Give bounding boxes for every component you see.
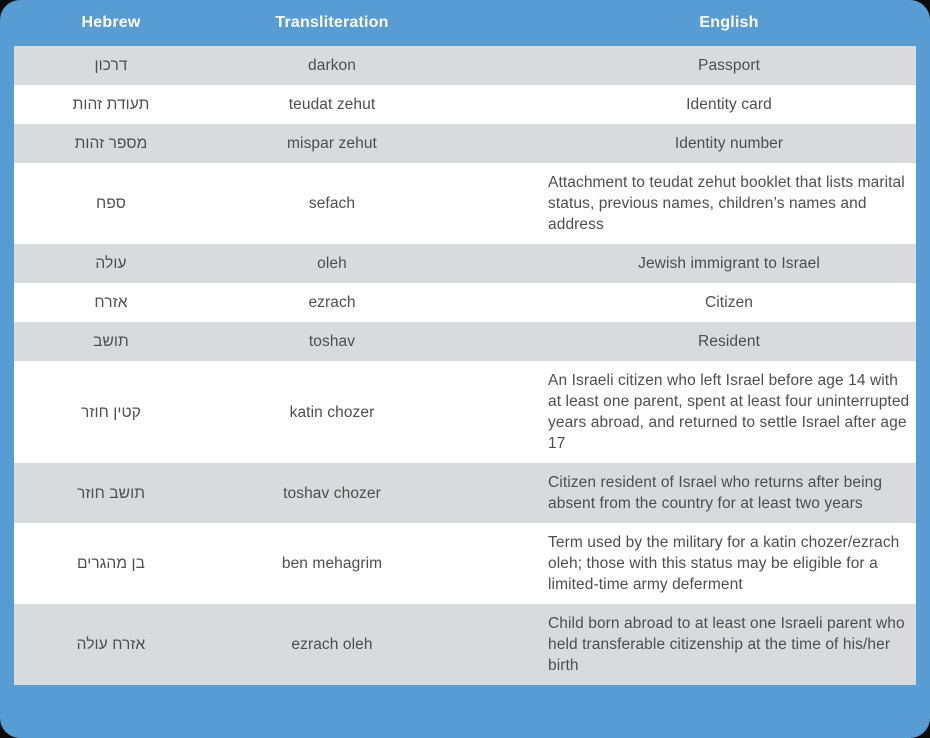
transliteration-cell: toshav chozer: [283, 484, 381, 502]
transliteration-cell: teudat zehut: [288, 96, 376, 113]
hebrew-cell: דרכון: [94, 57, 128, 74]
transliteration-cell: ezrach: [308, 294, 356, 311]
table-row: [14, 523, 916, 604]
english-cell: Identity number: [674, 135, 784, 152]
transliteration-cell: mispar zehut: [287, 135, 377, 152]
column-header-hebrew: Hebrew: [81, 14, 141, 31]
transliteration-cell: katin chozer: [289, 403, 375, 421]
english-cell: Citizen resident of Israel who returns after being absent from the country for at least two years: [548, 474, 883, 512]
table-body: [14, 46, 916, 685]
hebrew-cell: אזרח: [94, 294, 128, 311]
transliteration-cell: ben mehagrim: [281, 555, 383, 572]
table-row: [14, 163, 916, 244]
column-header-transliteration: Transliteration: [275, 14, 389, 31]
table-row: [14, 463, 916, 523]
hebrew-cell: מספר זהות: [74, 135, 148, 152]
english-cell: Passport: [698, 57, 760, 74]
transliteration-cell: oleh: [317, 255, 347, 272]
english-cell: Resident: [698, 333, 760, 350]
hebrew-cell: תושב: [93, 333, 129, 350]
hebrew-cell: אזרח עולה: [76, 636, 146, 653]
english-cell: Attachment to teudat zehut booklet that lists marital status, previous names, children’s names and address: [548, 174, 905, 233]
english-cell: Term used by the military for a katin chozer/ezrach oleh; those with this status may be eligible for a limited-time army deferment: [548, 534, 900, 593]
transliteration-cell: ezrach oleh: [291, 636, 373, 653]
column-header-english: English: [699, 14, 759, 31]
table-row: [14, 85, 916, 124]
hebrew-cell: תושב חוזר: [76, 484, 146, 502]
table-row: [14, 124, 916, 163]
table-row: [14, 283, 916, 322]
table-row: [14, 46, 916, 85]
english-cell: Citizen: [704, 294, 754, 311]
transliteration-cell: sefach: [308, 195, 356, 212]
hebrew-cell: ספח: [96, 195, 126, 212]
hebrew-cell: קטין חוזר: [80, 403, 142, 421]
table-row: [14, 322, 916, 361]
table-header: [0, 0, 930, 46]
english-cell: Jewish immigrant to Israel: [638, 255, 820, 272]
hebrew-cell: תעודת זהות: [72, 96, 150, 113]
table-row: [14, 244, 916, 283]
transliteration-cell: darkon: [308, 57, 356, 74]
transliteration-cell: toshav: [308, 333, 356, 350]
table-row: [14, 361, 916, 463]
hebrew-cell: עולה: [95, 255, 127, 272]
english-cell: Identity card: [686, 96, 772, 113]
english-cell: Child born abroad to at least one Israeli parent who held transferable citizenship at the time of his/her birth: [548, 615, 905, 674]
hebrew-cell: בן מהגרים: [76, 555, 146, 572]
english-cell: An Israeli citizen who left Israel before age 14 with at least one parent, spent at least four uninterrupted years abroad, and returned to settle Israel after age 17: [548, 372, 910, 452]
table-row: [14, 604, 916, 685]
